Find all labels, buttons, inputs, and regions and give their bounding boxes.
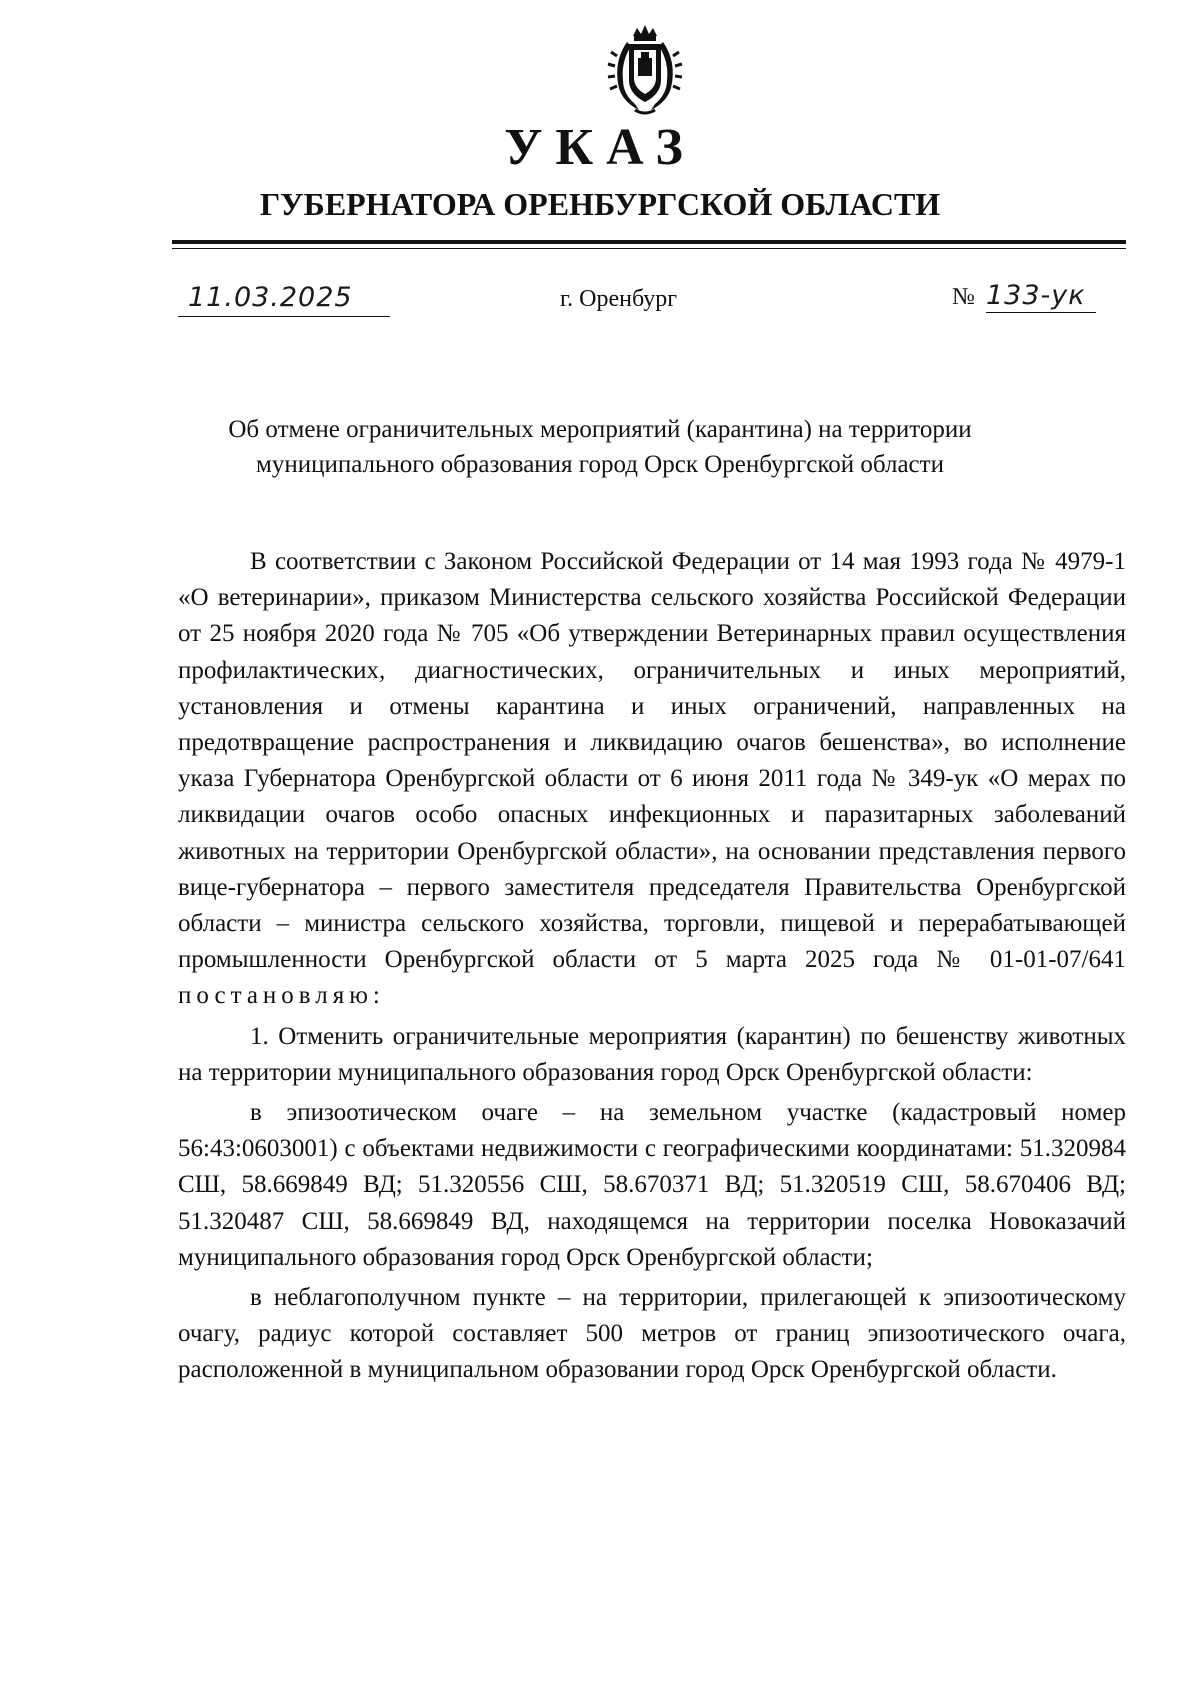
document-heading <box>0 412 1200 482</box>
header-divider-thick <box>172 240 1126 244</box>
number-sign: № <box>952 284 975 310</box>
document-body <box>178 544 1126 1393</box>
handwritten-date: 11.03.2025 <box>188 282 353 313</box>
item-1-epizootic-focus-paragraph: в эпизоотическом очаге – на земельном участке (кадастровый номер 56:43:0603001) с объектами недвижимости с географическими координатами: 51.320984 СШ, 58.669849 ВД; 51.320556 СШ, 58.670371 ВД; 51.320519 СШ, 58.670406 ВД; 51.320487 СШ, 58.669849 ВД, находящемся на территории поселка Новоказачий муниципального образования город Орск Оренбургской области; <box>178 1099 1126 1271</box>
preamble-paragraph <box>178 544 1126 1015</box>
heading-line-2: муниципального образования город Орск Оренбургской области <box>256 451 944 478</box>
handwritten-number: 133-ук <box>986 280 1086 311</box>
preamble-text: В соответствии с Законом Российской Федерации от 14 мая 1993 года № 4979-1 «О ветеринарии», приказом Министерства сельского хозяйства Российской Федерации от 25 ноября 2020 года № 705 «Об утверждении Ветеринарных правил осуществления профилактических, диагностических, ограничительных и иных мероприятий, установления и отмены карантина и иных ограничений, направленных на предотвращение распространения и ликвидацию очагов бешенства», во исполнение указа Губернатора Оренбургской области от 6 июня 2011 года № 349-ук «О мерах по ликвидации очагов особо опасных инфекционных и паразитарных заболеваний животных на территории Оренбургской области», на основании представления первого вице-губернатора – первого заместителя председателя Правительства Оренбургской области – министра сельского хозяйства, торговли, пищевой и перерабатывающей промышленности Оренбургской области от 5 марта 2025 года № 01-01-07/641 <box>178 548 1126 974</box>
item-1-paragraph: 1. Отменить ограничительные мероприятия (карантин) по бешенству животных на территории муниципального образования город Орск Оренбургской области: <box>178 1022 1126 1086</box>
document-title: УКАЗ <box>504 119 696 176</box>
decree-word: постановляю: <box>178 982 385 1010</box>
item-1-unfavorable-point-paragraph: в неблагополучном пункте – на территории, прилегающей к эпизоотическому очагу, радиус которой составляет 500 метров от границ эпизоотического очага, расположенной в муниципальном образовании город Орск Оренбургской области. <box>178 1284 1126 1384</box>
number-underline <box>986 312 1096 313</box>
document-date-field <box>178 282 390 317</box>
header-divider-thin <box>172 248 1126 249</box>
coat-of-arms-emblem <box>605 22 685 118</box>
document-city: г. Оренбург <box>560 286 678 312</box>
heading-line-1: Об отмене ограничительных мероприятий (карантина) на территории <box>228 416 972 443</box>
document-issuer: ГУБЕРНАТОРА ОРЕНБУРГСКОЙ ОБЛАСТИ <box>259 186 941 222</box>
document-number-field <box>952 278 1102 318</box>
